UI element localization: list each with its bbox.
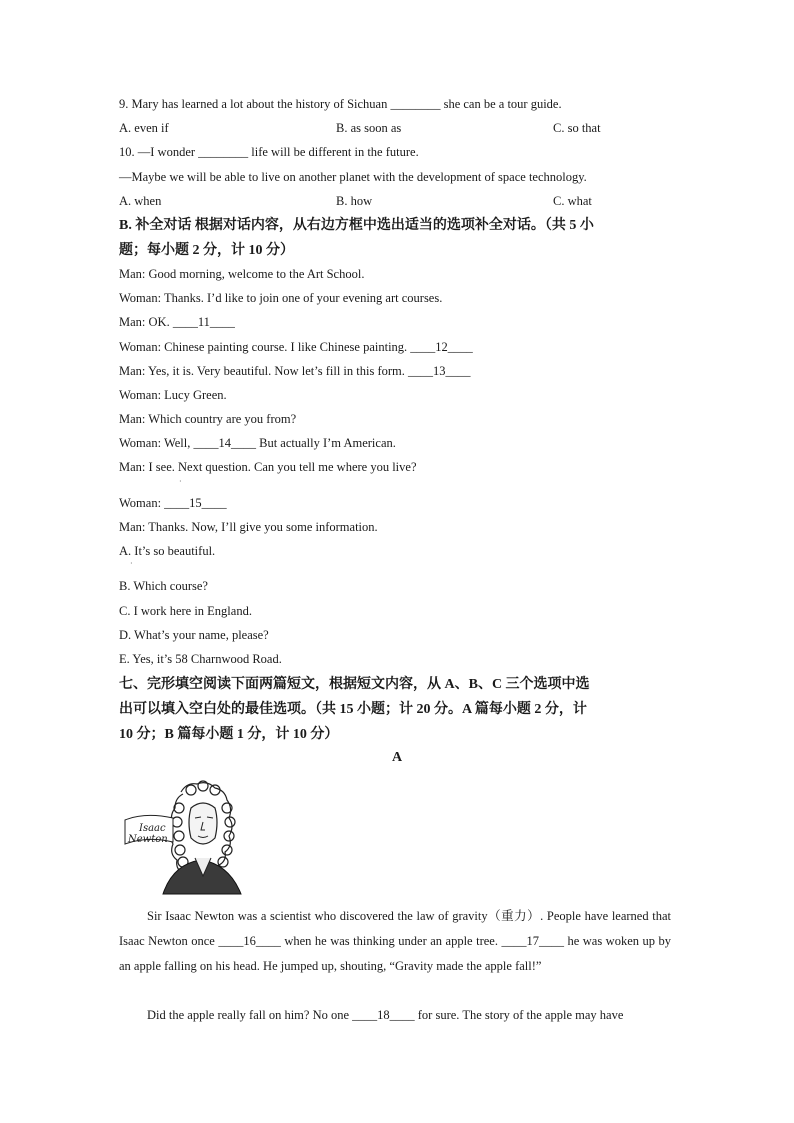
dialogue-line: Woman: Well, ____14____ But actually I’m American. (119, 436, 396, 450)
stray-dot: · (130, 559, 133, 568)
newton-portrait-drawing (123, 778, 265, 896)
passage-paragraph-2: Did the apple really fall on him? No one ____18____ for sure. The story of the apple may have (147, 1008, 624, 1022)
q10-option-c: C. what (553, 194, 592, 208)
dialogue-line: Man: I see. Next question. Can you tell me where you live? (119, 460, 417, 474)
section-b-heading-2: 题；每小题 2 分，计 10 分） (119, 243, 294, 258)
dialogue-line: Man: OK. ____11____ (119, 315, 235, 329)
dialogue-line: Woman: Thanks. I’d like to join one of your evening art courses. (119, 291, 443, 305)
choice-e: E. Yes, it’s 58 Charnwood Road. (119, 652, 282, 666)
choice-b: B. Which course? (119, 579, 208, 593)
dialogue-line: Man: Good morning, welcome to the Art School. (119, 267, 365, 281)
dialogue-line: Man: Yes, it is. Very beautiful. Now let’s fill in this form. ____13____ (119, 364, 471, 378)
dialogue-line: Man: Which country are you from? (119, 412, 297, 426)
section-7-heading-1: 七、完形填空阅读下面两篇短文，根据短文内容，从 A、B、C 三个选项中选 (119, 677, 590, 692)
dialogue-line: Man: Thanks. Now, I’ll give you some information. (119, 520, 378, 534)
section-7-heading-2: 出可以填入空白处的最佳选项。（共 15 小题；计 20 分。A 篇每小题 2 分，计 (119, 702, 587, 717)
q10-text-2: —Maybe we will be able to live on another planet with the development of space technology. (119, 170, 587, 184)
passage-paragraph-1: Sir Isaac Newton was a scientist who discovered the law of gravity（重力）. People have learned that Isaac Newton once ____16____ when he was thinking under an apple tree. ____17____ he was woken up by an apple falling on his head. He jumped up, shouting, “Gravity made the apple fall!” (119, 909, 671, 973)
q9-option-c: C. so that (553, 121, 601, 135)
newton-portrait (123, 778, 265, 896)
q10-option-a: A. when (119, 194, 162, 208)
section-7-heading-3: 10 分；B 篇每小题 1 分，计 10 分） (119, 727, 339, 742)
passage-label: A (391, 750, 403, 765)
q9-option-b: B. as soon as (336, 121, 402, 135)
choice-d: D. What’s your name, please? (119, 628, 269, 642)
choice-a: A. It’s so beautiful. (119, 544, 216, 558)
stray-dot: · (179, 477, 182, 486)
q9-text: 9. Mary has learned a lot about the history of Sichuan ________ she can be a tour guide. (119, 97, 562, 111)
choice-c: C. I work here in England. (119, 604, 252, 618)
q9-option-a: A. even if (119, 121, 169, 135)
dialogue-line: Woman: Chinese painting course. I like Chinese painting. ____12____ (119, 340, 473, 354)
dialogue-line: Woman: Lucy Green. (119, 388, 227, 402)
portrait-caption-line2: Newton (128, 834, 168, 845)
section-b-heading-1: B. 补全对话 根据对话内容，从右边方框中选出适当的选项补全对话。（共 5 小 (119, 218, 594, 233)
dialogue-line: Woman: ____15____ (119, 496, 227, 510)
q10-text: 10. —I wonder ________ life will be different in the future. (119, 145, 419, 159)
portrait-caption-line1: Isaac (139, 823, 166, 834)
q10-option-b: B. how (336, 194, 373, 208)
